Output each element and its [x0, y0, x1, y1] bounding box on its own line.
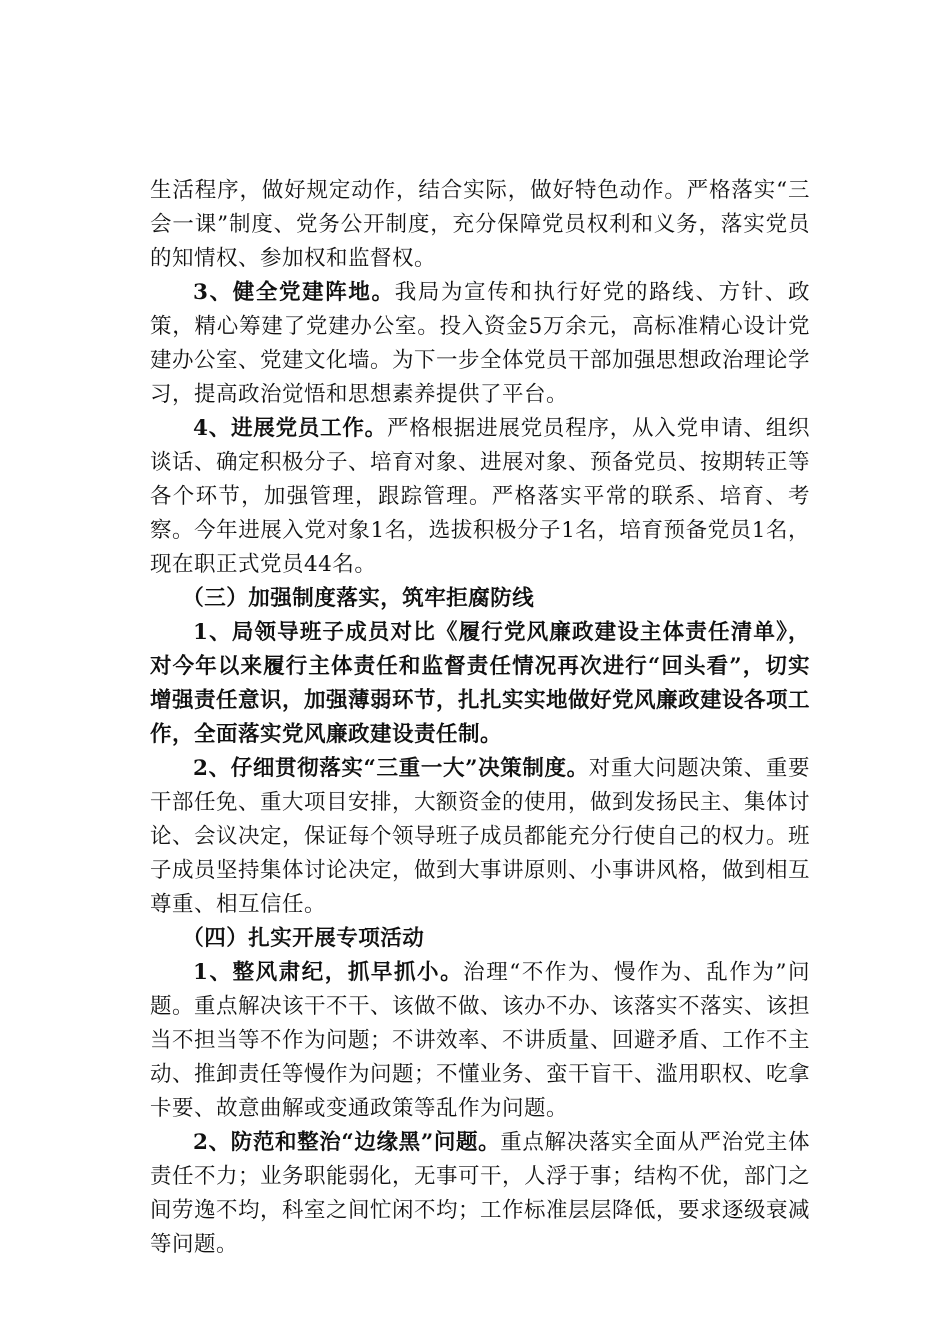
- paragraph-party-life: [150, 174, 810, 276]
- paragraph-lead: 3、健全党建阵地。: [193, 280, 395, 305]
- paragraph-text: 1、局领导班子成员对比《履行党风廉政建设主体责任清单》，对今年以来履行主体责任和监督责任情况再次进行“回头看”，切实增强责任意识，加强薄弱环节，扎扎实实地做好党风廉政建设各项工作，全面落实党风廉政建设责任制。: [150, 620, 811, 747]
- paragraph-edge-black: [150, 1126, 810, 1262]
- paragraph-lead: 4、进展党员工作。: [193, 416, 387, 441]
- section-heading-three: （三）加强制度落实，筑牢拒腐防线: [182, 586, 535, 611]
- paragraph-text: 生活程序，做好规定动作，结合实际，做好特色动作。严格落实“三会一课”制度、党务公开制度，充分保障党员权利和义务，落实党员的知情权、参加权和监督权。: [150, 178, 810, 271]
- paragraph-text: 对重大问题决策、重要干部任免、重大项目安排，大额资金的使用，做到发扬民主、集体讨论、会议决定，保证每个领导班子成员都能充分行使自己的权力。班子成员坚持集体讨论决定，做到大事讲原则、小事讲风格，做到相互尊重、相互信任。: [150, 756, 811, 917]
- paragraph-lead: 2、仔细贯彻落实“三重一大”决策制度。: [193, 756, 589, 781]
- section-heading-four: （四）扎实开展专项活动: [182, 926, 425, 951]
- paragraph-three-major-one-large: [150, 752, 810, 922]
- paragraph-lead: 1、整风肃纪，抓早抓小。: [193, 960, 464, 985]
- paragraph-lead: 2、防范和整治“边缘黑”问题。: [193, 1130, 501, 1155]
- paragraph-responsibility-list: [150, 616, 810, 752]
- paragraph-discipline: [150, 956, 810, 1126]
- paragraph-text: 重点解决落实全面从严治党主体责任不力；业务职能弱化，无事可干，人浮于事；结构不优，部门之间劳逸不均，科室之间忙闲不均；工作标准层层降低，要求逐级衰减等问题。: [150, 1130, 811, 1257]
- paragraph-text: 严格根据进展党员程序，从入党申请、组织谈话、确定积极分子、培育对象、进展对象、预备党员、按期转正等各个环节，加强管理，跟踪管理。严格落实平常的联系、培育、考察。今年进展入党对象1名，选拔积极分子1名，培育预备党员1名，现在职正式党员44名。: [150, 416, 811, 577]
- paragraph-text: 我局为宣传和执行好党的路线、方针、政策，精心筹建了党建办公室。投入资金5万余元，高标准精心设计党建办公室、党建文化墙。为下一步全体党员干部加强思想政治理论学习，提高政治觉悟和思想素养提供了平台。: [150, 280, 811, 407]
- document-body: [150, 174, 810, 1262]
- paragraph-member-development: [150, 412, 810, 582]
- paragraph-party-base: [150, 276, 810, 412]
- paragraph-text: 治理“不作为、慢作为、乱作为”问题。重点解决该干不干、该做不做、该办不办、该落实不落实、该担当不担当等不作为问题；不讲效率、不讲质量、回避矛盾、工作不主动、推卸责任等慢作为问题；不懂业务、蛮干盲干、滥用职权、吃拿卡要、故意曲解或变通政策等乱作为问题。: [150, 960, 811, 1121]
